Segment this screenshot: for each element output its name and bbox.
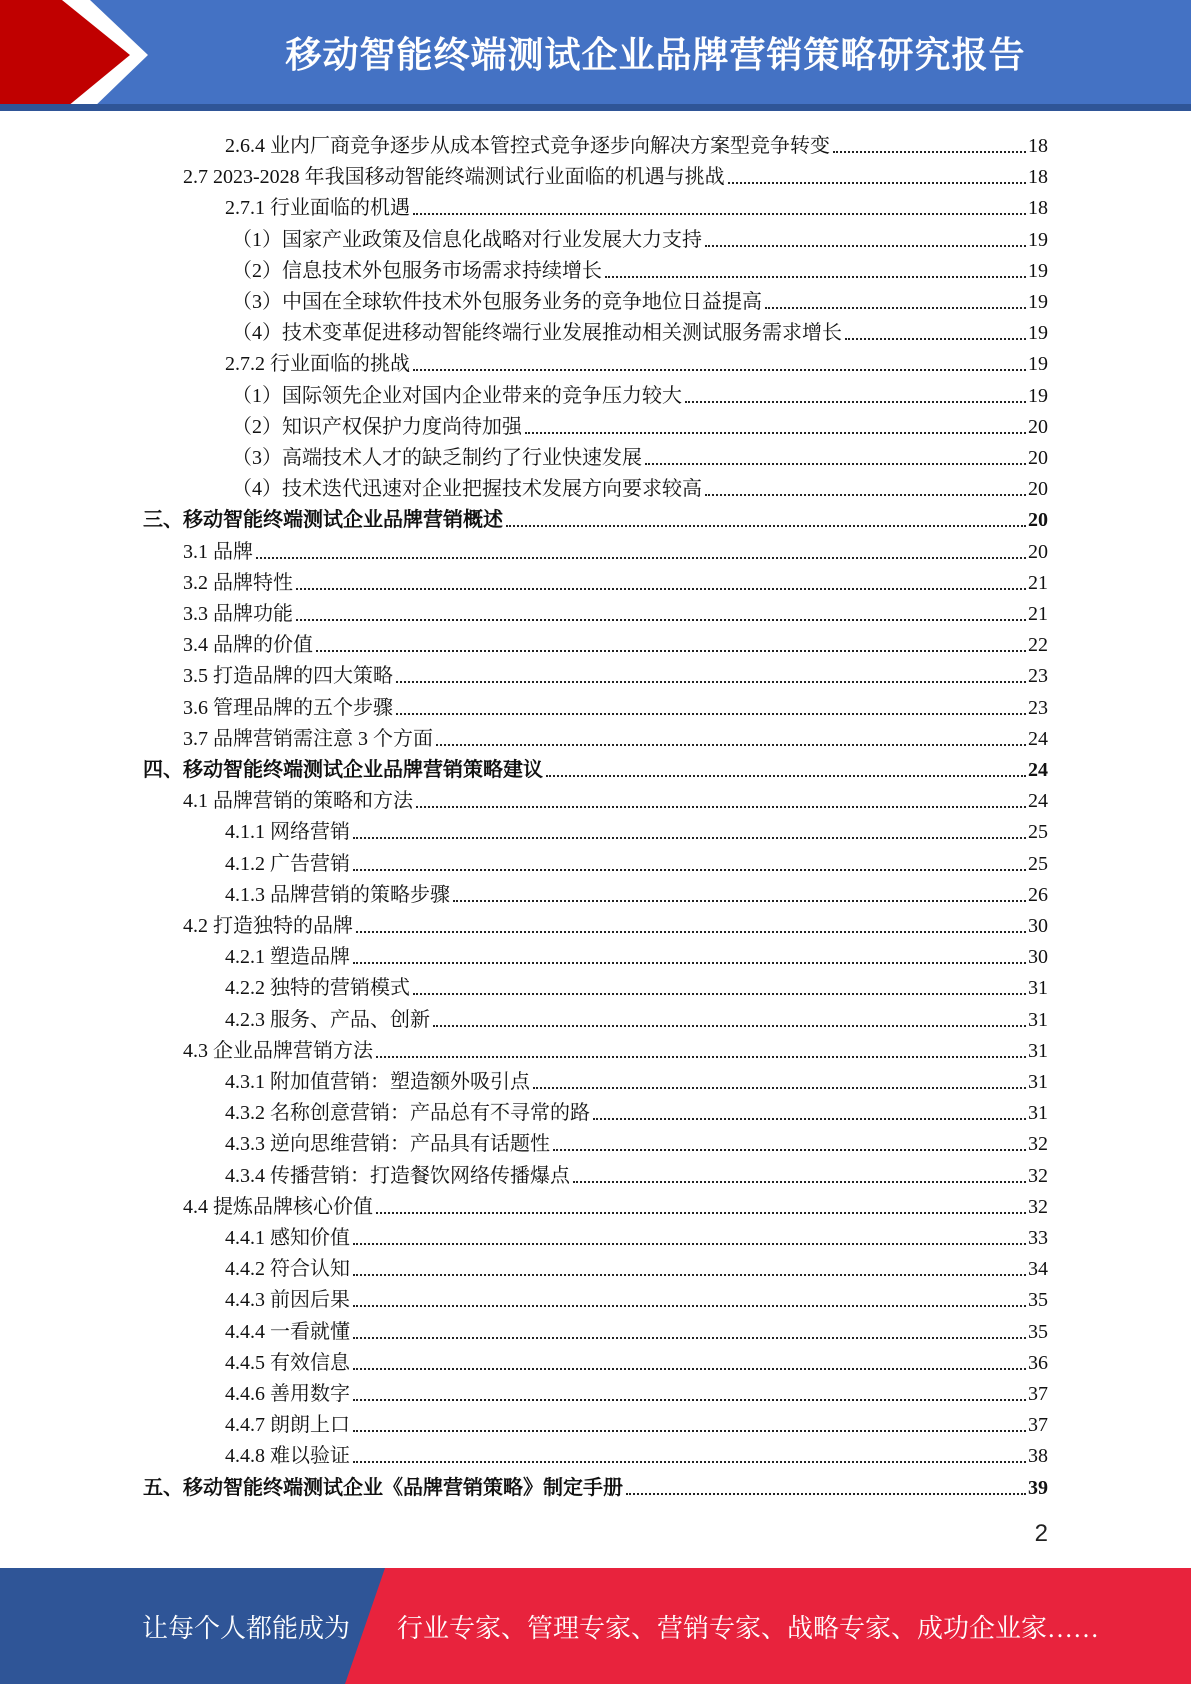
toc-entry-title: 4.4.3 前因后果: [225, 1289, 350, 1312]
toc-entry-title: （3）中国在全球软件技术外包服务业务的竞争地位日益提高: [232, 291, 762, 313]
toc-entry-page: 20: [1028, 415, 1048, 438]
toc-entry-title: 2.7 2023-2028 年我国移动智能终端测试行业面临的机遇与挑战: [183, 166, 725, 189]
toc-entry-title: 4.4.2 符合认知: [225, 1258, 350, 1281]
toc-entry-title: 3.7 品牌营销需注意 3 个方面: [183, 727, 433, 750]
footer-banner: [0, 1568, 1191, 1684]
toc-entry-page: 31: [1028, 1071, 1048, 1093]
toc-entry-title: 3.5 打造品牌的四大策略: [183, 665, 393, 688]
toc-entry-page: 24: [1028, 727, 1048, 750]
toc-dot-leader: [533, 1087, 1026, 1089]
toc-chapter-entry[interactable]: [143, 1470, 1048, 1501]
toc-dot-leader: [525, 432, 1026, 434]
toc-entry[interactable]: [225, 1158, 1048, 1189]
toc-dot-leader: [256, 557, 1026, 559]
toc-dot-leader: [605, 276, 1026, 278]
toc-entry-title: 4.1.1 网络营销: [225, 821, 350, 844]
toc-entry-page: 37: [1028, 1383, 1048, 1405]
toc-entry[interactable]: [183, 627, 1048, 658]
toc-entry-page: 20: [1028, 540, 1048, 563]
header-banner: [0, 0, 1191, 111]
toc-entry-page: 36: [1028, 1351, 1048, 1374]
toc-entry[interactable]: [225, 1345, 1048, 1376]
toc-entry-page: 33: [1028, 1227, 1048, 1249]
toc-entry[interactable]: [183, 1033, 1048, 1064]
toc-entry-page: 23: [1028, 696, 1048, 719]
toc-entry[interactable]: [225, 877, 1048, 908]
toc-entry-page: 21: [1028, 571, 1048, 594]
toc-entry-title: 4.4.6 善用数字: [225, 1383, 350, 1405]
toc-entry-page: 19: [1028, 291, 1048, 313]
toc-entry-title: 4.1.2 广告营销: [225, 852, 350, 875]
toc-entry-page: 19: [1028, 353, 1048, 376]
toc-entry-title: （4）技术迭代迅速对企业把握技术发展方向要求较高: [232, 478, 702, 501]
toc-entry-page: 34: [1028, 1258, 1048, 1281]
toc-dot-leader: [705, 494, 1026, 496]
toc-entry-page: 24: [1028, 790, 1048, 813]
toc-dot-leader: [453, 900, 1026, 902]
toc-dot-leader: [353, 1461, 1026, 1463]
toc-entry-page: 31: [1028, 1039, 1048, 1062]
toc-dot-leader: [353, 869, 1026, 871]
header-underline: [0, 104, 1191, 111]
toc-entry[interactable]: [183, 534, 1048, 565]
toc-entry[interactable]: [225, 1220, 1048, 1251]
toc-dot-leader: [316, 650, 1026, 652]
toc-entry[interactable]: [232, 222, 1048, 253]
toc-entry-title: 4.3 企业品牌营销方法: [183, 1039, 373, 1062]
toc-entry-title: 3.1 品牌: [183, 540, 253, 563]
toc-entry[interactable]: [183, 783, 1048, 814]
toc-entry-page: 31: [1028, 1102, 1048, 1125]
toc-entry[interactable]: [183, 1189, 1048, 1220]
toc-dot-leader: [626, 1493, 1026, 1495]
toc-entry-page: 18: [1028, 197, 1048, 220]
toc-entry-title: 4.3.4 传播营销：打造餐饮网络传播爆点: [225, 1164, 570, 1187]
toc-dot-leader: [573, 1181, 1026, 1183]
toc-entry-title: 4.4.8 难以验证: [225, 1445, 350, 1468]
toc-entry-page: 20: [1028, 447, 1048, 469]
toc-entry[interactable]: [225, 1064, 1048, 1095]
toc-entry[interactable]: [225, 1314, 1048, 1345]
toc-entry-page: 37: [1028, 1414, 1048, 1437]
toc-entry-page: 19: [1028, 322, 1048, 345]
toc-entry-title: 4.4.7 朗朗上口: [225, 1414, 350, 1437]
toc-entry-title: 4.4.5 有效信息: [225, 1351, 350, 1374]
toc-chapter-entry[interactable]: [143, 752, 1048, 783]
toc-entry[interactable]: [225, 1438, 1048, 1469]
toc-dot-leader: [506, 525, 1026, 527]
toc-entry[interactable]: [225, 1282, 1048, 1313]
toc-dot-leader: [353, 1430, 1026, 1432]
toc-entry[interactable]: [225, 190, 1048, 221]
toc-entry[interactable]: [183, 721, 1048, 752]
toc-dot-leader: [396, 681, 1026, 683]
toc-entry-page: 31: [1028, 977, 1048, 1000]
page-number: 2: [1034, 1520, 1048, 1547]
toc-dot-leader: [353, 1243, 1026, 1245]
toc-entry[interactable]: [232, 378, 1048, 409]
toc-dot-leader: [356, 931, 1026, 933]
toc-entry-title: 4.3.3 逆向思维营销：产品具有话题性: [225, 1133, 550, 1156]
toc-entry[interactable]: [225, 846, 1048, 877]
footer-slogan-right: 行业专家、管理专家、营销专家、战略专家、成功企业家……: [397, 1613, 1100, 1643]
toc-dot-leader: [728, 182, 1026, 184]
toc-dot-leader: [413, 369, 1026, 371]
toc-entry[interactable]: [183, 908, 1048, 939]
toc-entry-page: 24: [1028, 759, 1048, 781]
toc-entry[interactable]: [225, 346, 1048, 377]
toc-dot-leader: [705, 245, 1026, 247]
toc-entry-title: 4.1.3 品牌营销的策略步骤: [225, 883, 450, 906]
toc-entry[interactable]: [225, 1407, 1048, 1438]
toc-entry-title: （1）国家产业政策及信息化战略对行业发展大力支持: [232, 228, 702, 251]
toc-dot-leader: [553, 1149, 1026, 1151]
toc-entry-page: 35: [1028, 1289, 1048, 1312]
toc-entry[interactable]: [225, 1126, 1048, 1157]
toc-dot-leader: [436, 744, 1026, 746]
toc-entry[interactable]: [232, 471, 1048, 502]
toc-chapter-entry[interactable]: [143, 502, 1048, 533]
toc-entry-title: 三、移动智能终端测试企业品牌营销概述: [143, 509, 503, 532]
toc-entry-page: 18: [1028, 166, 1048, 189]
toc-entry[interactable]: [225, 1002, 1048, 1033]
toc-entry-page: 20: [1028, 509, 1048, 532]
toc-entry[interactable]: [232, 284, 1048, 315]
toc-entry-title: 3.3 品牌功能: [183, 603, 293, 625]
toc-entry[interactable]: [183, 565, 1048, 596]
toc-entry[interactable]: [225, 1251, 1048, 1282]
toc-dot-leader: [765, 307, 1026, 309]
toc-entry[interactable]: [183, 690, 1048, 721]
toc-entry-title: （2）信息技术外包服务市场需求持续增长: [232, 259, 602, 282]
toc-entry[interactable]: [225, 970, 1048, 1001]
toc-entry-title: 4.2.2 独特的营销模式: [225, 977, 410, 1000]
toc-entry-title: （2）知识产权保护力度尚待加强: [232, 415, 522, 438]
toc-dot-leader: [433, 1025, 1026, 1027]
toc-entry-page: 19: [1028, 228, 1048, 251]
toc-entry[interactable]: [232, 253, 1048, 284]
toc-dot-leader: [353, 1274, 1026, 1276]
toc-entry-page: 23: [1028, 665, 1048, 688]
toc-entry-page: 21: [1028, 603, 1048, 625]
toc-dot-leader: [296, 588, 1026, 590]
toc-entry-title: 2.6.4 业内厂商竞争逐步从成本管控式竞争逐步向解决方案型竞争转变: [225, 135, 830, 157]
toc-entry[interactable]: [183, 596, 1048, 627]
toc-entry[interactable]: [225, 1095, 1048, 1126]
toc-entry-title: 3.6 管理品牌的五个步骤: [183, 696, 393, 719]
toc-entry[interactable]: [225, 1376, 1048, 1407]
document-title: 移动智能终端测试企业品牌营销策略研究报告: [285, 34, 1026, 76]
toc-dot-leader: [833, 151, 1026, 153]
toc-entry-title: 4.2.1 塑造品牌: [225, 946, 350, 969]
toc-dot-leader: [296, 619, 1026, 621]
toc-entry-page: 20: [1028, 478, 1048, 501]
toc-entry-title: 4.2.3 服务、产品、创新: [225, 1008, 430, 1031]
toc-entry-title: 4.1 品牌营销的策略和方法: [183, 790, 413, 813]
toc-entry-page: 32: [1028, 1164, 1048, 1187]
toc-dot-leader: [376, 1056, 1026, 1058]
toc-entry-title: 3.4 品牌的价值: [183, 634, 313, 657]
toc-entry-page: 30: [1028, 915, 1048, 937]
toc-dot-leader: [413, 993, 1026, 995]
toc-dot-leader: [685, 401, 1026, 403]
toc-dot-leader: [593, 1118, 1026, 1120]
toc-entry-title: （1）国际领先企业对国内企业带来的竞争压力较大: [232, 384, 682, 407]
toc-entry-title: 4.2 打造独特的品牌: [183, 915, 353, 937]
toc-entry[interactable]: [232, 440, 1048, 471]
toc-entry-title: （3）高端技术人才的缺乏制约了行业快速发展: [232, 447, 642, 469]
toc-entry-title: （4）技术变革促进移动智能终端行业发展推动相关测试服务需求增长: [232, 322, 842, 345]
toc-entry-title: 五、移动智能终端测试企业《品牌营销策略》制定手册: [143, 1476, 623, 1499]
toc-entry-page: 39: [1028, 1476, 1048, 1499]
toc-dot-leader: [376, 1212, 1026, 1214]
toc-dot-leader: [645, 463, 1026, 465]
toc-entry-title: 4.3.2 名称创意营销：产品总有不寻常的路: [225, 1102, 590, 1125]
toc-entry-title: 4.3.1 附加值营销：塑造额外吸引点: [225, 1071, 530, 1093]
toc-entry-title: 4.4.1 感知价值: [225, 1227, 350, 1249]
toc-dot-leader: [546, 775, 1026, 777]
toc-entry-title: 2.7.2 行业面临的挑战: [225, 353, 410, 376]
toc-entry-page: 18: [1028, 135, 1048, 157]
toc-entry-page: 31: [1028, 1008, 1048, 1031]
toc-dot-leader: [845, 338, 1026, 340]
toc-entry-page: 30: [1028, 946, 1048, 969]
toc-entry-page: 38: [1028, 1445, 1048, 1468]
toc-dot-leader: [353, 962, 1026, 964]
toc-entry[interactable]: [183, 658, 1048, 689]
toc-dot-leader: [353, 1399, 1026, 1401]
toc-entry[interactable]: [232, 315, 1048, 346]
toc-entry-page: 19: [1028, 259, 1048, 282]
toc-dot-leader: [396, 713, 1026, 715]
toc-entry[interactable]: [225, 128, 1048, 159]
toc-dot-leader: [353, 837, 1026, 839]
toc-entry-page: 22: [1028, 634, 1048, 657]
toc-entry[interactable]: [183, 159, 1048, 190]
toc-entry-page: 25: [1028, 821, 1048, 844]
footer-slogan-left: 让每个人都能成为: [142, 1613, 351, 1643]
toc-entry[interactable]: [232, 409, 1048, 440]
toc-dot-leader: [353, 1305, 1026, 1307]
toc-entry[interactable]: [225, 814, 1048, 845]
toc-dot-leader: [353, 1368, 1026, 1370]
toc-entry-page: 32: [1028, 1195, 1048, 1218]
toc-entry-title: 4.4.4 一看就懂: [225, 1320, 350, 1343]
toc-dot-leader: [413, 213, 1026, 215]
toc-entry-title: 2.7.1 行业面临的机遇: [225, 197, 410, 220]
toc-dot-leader: [353, 1337, 1026, 1339]
toc-entry-page: 32: [1028, 1133, 1048, 1156]
toc-entry-title: 四、移动智能终端测试企业品牌营销策略建议: [143, 759, 543, 781]
toc-entry-page: 25: [1028, 852, 1048, 875]
toc-entry-page: 35: [1028, 1320, 1048, 1343]
toc-entry-title: 4.4 提炼品牌核心价值: [183, 1195, 373, 1218]
toc-entry-page: 26: [1028, 883, 1048, 906]
toc-entry[interactable]: [225, 939, 1048, 970]
toc-dot-leader: [416, 806, 1026, 808]
toc-entry-title: 3.2 品牌特性: [183, 571, 293, 594]
toc-entry-page: 19: [1028, 384, 1048, 407]
